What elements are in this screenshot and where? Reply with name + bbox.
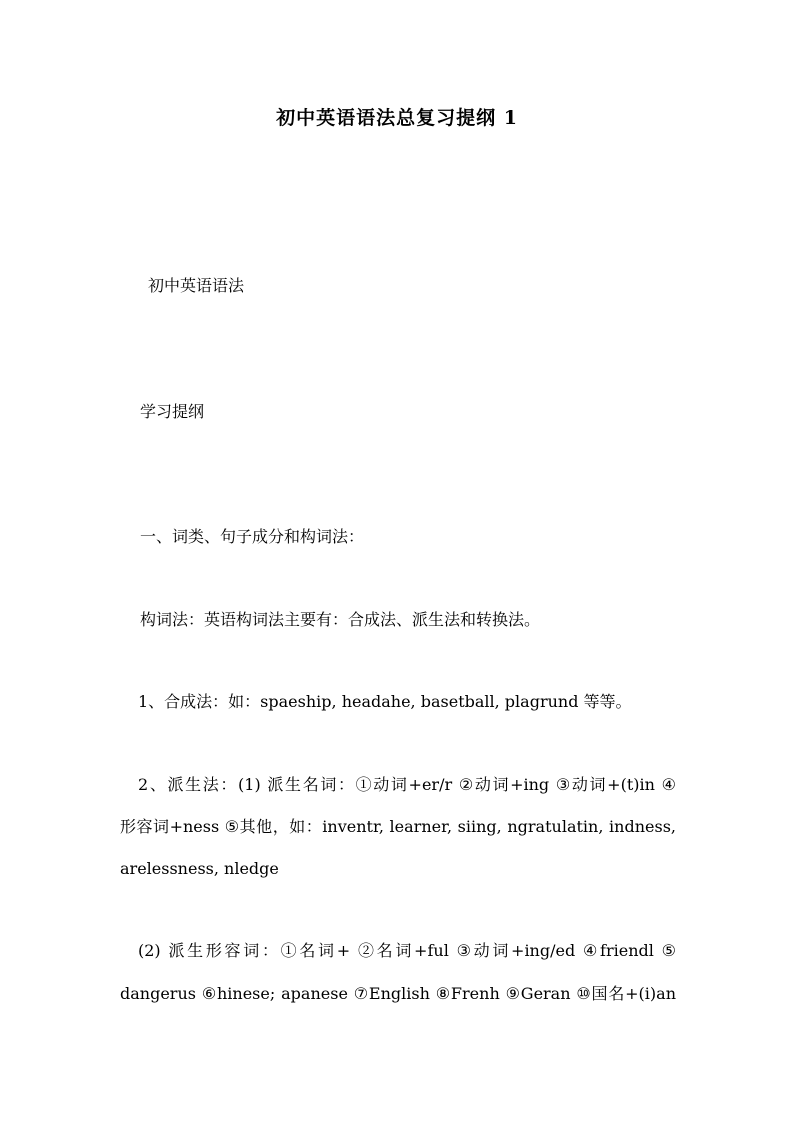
derivation-line-1: 2、派生法：(1) 派生名词：①动词+er/r ②动词+ing ③动词+(t)in ④ [138, 775, 676, 794]
adjective-line-1: (2) 派生形容词：①名词+ ②名词+ful ③动词+ing/ed ④friendl ⑤ [138, 941, 676, 960]
derivation-paragraph [120, 773, 676, 881]
derivation-line-2: 形容词+ness ⑤其他，如：inventr, learner, siing, ngratulatin, indness, [120, 817, 676, 836]
adjective-paragraph [120, 939, 676, 1006]
derivation-line-3: arelessness, nledge [120, 859, 279, 878]
adjective-line-2: dangerus ⑥hinese; apanese ⑦English ⑧Frenh ⑨Geran ⑩国名+(i)an [120, 984, 676, 1003]
heading-outline: 学习提纲 [140, 402, 205, 421]
word-formation-paragraph: 构词法：英语构词法主要有：合成法、派生法和转换法。 [140, 610, 541, 629]
document-title: 初中英语语法总复习提纲 1 [276, 107, 518, 129]
heading-grammar: 初中英语语法 [148, 276, 245, 295]
compound-paragraph: 1、合成法：如：spaeship, headahe, basetball, plagrund 等等。 [138, 692, 632, 711]
section-heading-1: 一、词类、句子成分和构词法： [140, 527, 365, 546]
